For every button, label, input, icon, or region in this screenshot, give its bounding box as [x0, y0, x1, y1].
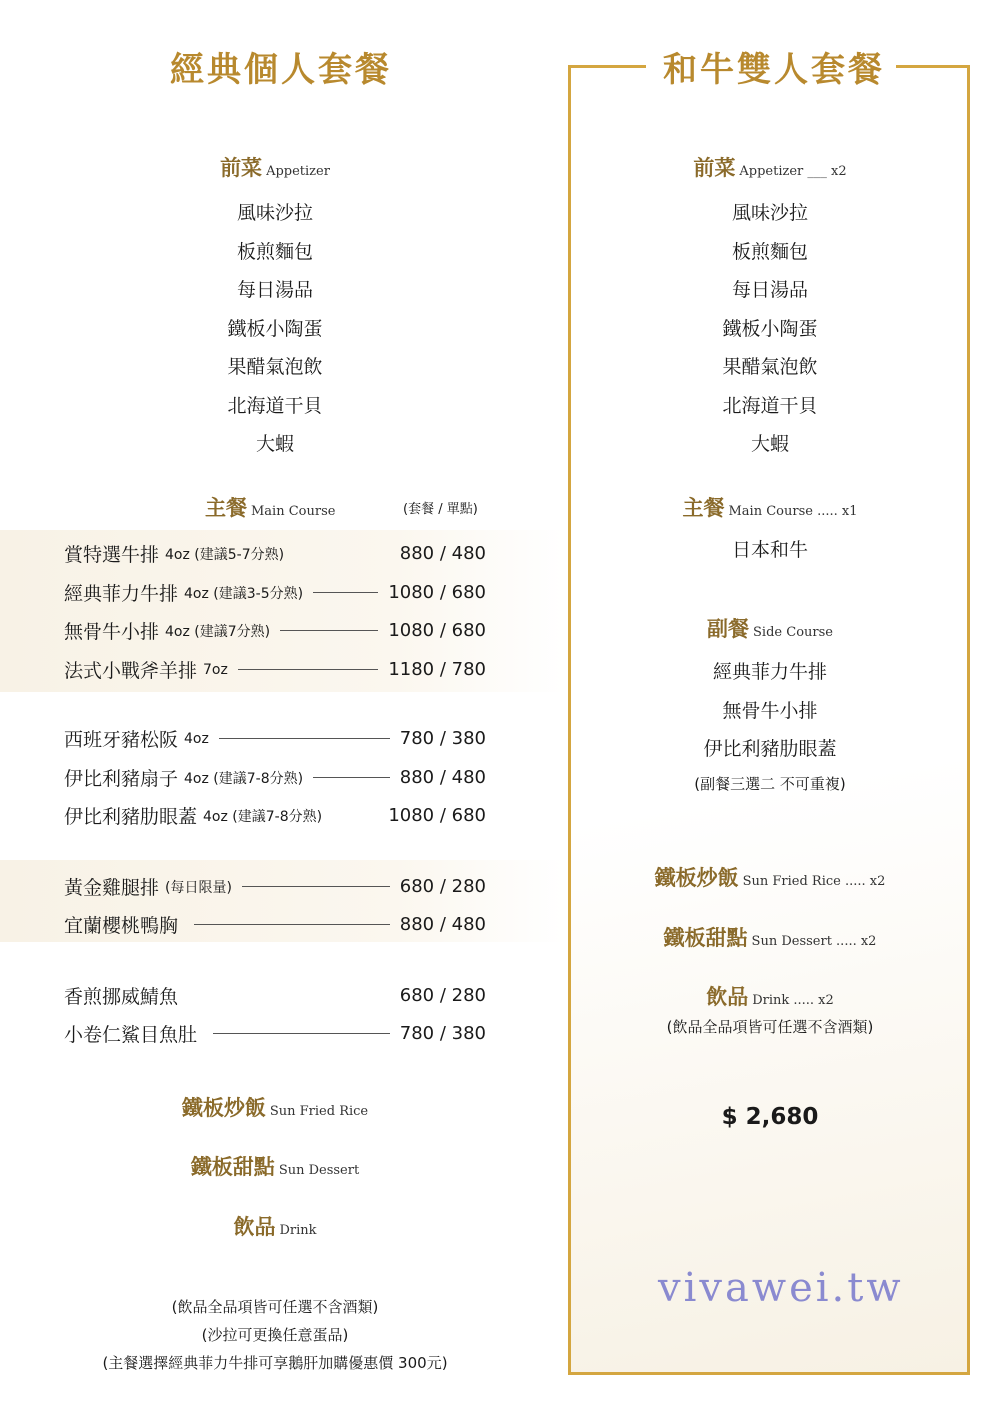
dish-price: 880 / 480: [399, 914, 486, 935]
leader-line: [242, 886, 390, 887]
right-title: 和牛雙人套餐: [663, 50, 885, 90]
list-item: 鐵板小陶蛋: [722, 317, 818, 340]
leader-line: [332, 815, 378, 816]
menu-row: [64, 1020, 486, 1047]
dish-price: 780 / 380: [399, 1023, 486, 1044]
dish-note: 4oz (建議7-8分熟): [184, 770, 304, 787]
right-main-heading: 主餐 Main Course ..... x1: [682, 495, 858, 520]
list-item: 經典菲力牛排: [712, 661, 827, 683]
price-header: (套餐 / 單點): [403, 502, 478, 517]
list-item: 每日湯品: [236, 279, 313, 301]
menu-row: [64, 802, 486, 829]
list-item: 風味沙拉: [236, 202, 313, 224]
dish-name: 宜蘭櫻桃鴨胸: [64, 915, 179, 937]
left-dessert-heading: 鐵板甜點 Sun Dessert: [190, 1154, 360, 1179]
menu-row: [64, 764, 486, 791]
side-note: (副餐三選二 不可重複): [694, 775, 846, 793]
dish-name: 小卷仁鯊目魚肚: [64, 1024, 198, 1046]
menu-row: [64, 540, 486, 567]
left-main-heading: 主餐 Main Course: [205, 495, 336, 520]
dish-name: 經典菲力牛排: [64, 583, 179, 605]
list-item: 北海道干貝: [722, 394, 818, 417]
list-item: 伊比利豬肋眼蓋: [703, 738, 837, 760]
right-drink-heading: 飲品 Drink ..... x2: [706, 984, 834, 1009]
dish-name: 伊比利豬扇子: [64, 768, 179, 790]
dish-name: 伊比利豬肋眼蓋: [64, 806, 198, 828]
list-item: 日本和牛: [731, 539, 808, 561]
right-side-heading: 副餐 Side Course: [707, 616, 833, 641]
dish-note: (每日限量): [165, 879, 232, 896]
dish-name: 賞特選牛排: [64, 544, 160, 566]
list-item: 風味沙拉: [731, 202, 808, 224]
leader-line: [238, 669, 378, 670]
footnote: (飲品全品項皆可任選不含酒類): [171, 1298, 379, 1316]
dish-price: 780 / 380: [399, 728, 486, 749]
right-dessert-heading: 鐵板甜點 Sun Dessert ..... x2: [663, 925, 877, 950]
list-item: 無骨牛小排: [722, 700, 818, 722]
menu-row: [64, 725, 486, 752]
dish-note: 4oz (建議7-8分熟): [203, 808, 323, 825]
watermark: vivawei.tw: [658, 1265, 904, 1311]
leader-line: [219, 738, 390, 739]
dish-price: 1080 / 680: [388, 582, 486, 603]
list-item: 板煎麵包: [731, 240, 808, 263]
dish-price: 880 / 480: [399, 543, 486, 564]
dish-name: 西班牙豬松阪: [64, 729, 179, 751]
footnote: (主餐選擇經典菲力牛排可享鵝肝加購優惠價 300元): [102, 1354, 448, 1372]
left-rice-heading: 鐵板炒飯 Sun Fried Rice: [181, 1095, 369, 1120]
left-drink-heading: 飲品 Drink: [233, 1214, 317, 1239]
left-title: 經典個人套餐: [170, 50, 392, 90]
right-appetizer-heading: 前菜 Appetizer ___ x2: [693, 155, 847, 180]
menu-row: [64, 617, 486, 644]
left-appetizer-heading: 前菜 Appetizer: [220, 155, 330, 180]
footnote: (沙拉可更換任意蛋品): [201, 1326, 349, 1344]
dish-note: 7oz: [203, 661, 228, 678]
leader-line: [213, 1033, 390, 1034]
menu-row: [64, 911, 486, 938]
menu-row: [64, 873, 486, 900]
leader-line: [280, 630, 378, 631]
leader-line: [194, 924, 390, 925]
dish-name: 香煎挪威鯖魚: [64, 986, 179, 1008]
list-item: 大蝦: [750, 433, 789, 455]
dish-price: 680 / 280: [399, 876, 486, 897]
menu-row: [64, 982, 486, 1009]
dish-price: 1180 / 780: [388, 659, 486, 680]
menu-row: [64, 656, 486, 683]
dish-note: 4oz (建議3-5分熟): [184, 585, 304, 602]
left-appetizer-list: [0, 198, 550, 468]
leader-line: [194, 995, 390, 996]
leader-line: [313, 592, 378, 593]
dish-name: 黃金雞腿排: [64, 877, 160, 899]
dish-name: 法式小戰斧羊排: [64, 660, 198, 682]
drink-note: (飲品全品項皆可任選不含酒類): [666, 1018, 874, 1036]
leader-line: [313, 777, 390, 778]
dish-note: 4oz (建議5-7分熟): [165, 546, 285, 563]
menu-row: [64, 579, 486, 606]
dish-price: 880 / 480: [399, 767, 486, 788]
dish-note: 4oz (建議7分熟): [165, 623, 271, 640]
right-appetizer-list: [570, 198, 970, 468]
dish-note: 4oz: [184, 730, 209, 747]
list-item: 每日湯品: [731, 279, 808, 301]
list-item: 北海道干貝: [227, 394, 323, 417]
list-item: 板煎麵包: [236, 240, 313, 263]
list-item: 鐵板小陶蛋: [227, 317, 323, 340]
dish-name: 無骨牛小排: [64, 621, 160, 643]
dish-price: 1080 / 680: [388, 805, 486, 826]
right-rice-heading: 鐵板炒飯 Sun Fried Rice ..... x2: [654, 865, 886, 890]
leader-line: [294, 553, 390, 554]
dish-price: 1080 / 680: [388, 620, 486, 641]
list-item: 果醋氣泡飲: [722, 356, 818, 378]
list-item: 果醋氣泡飲: [227, 356, 323, 378]
dish-price: 680 / 280: [399, 985, 486, 1006]
set-price: $ 2,680: [721, 1104, 819, 1130]
list-item: 大蝦: [255, 433, 294, 455]
